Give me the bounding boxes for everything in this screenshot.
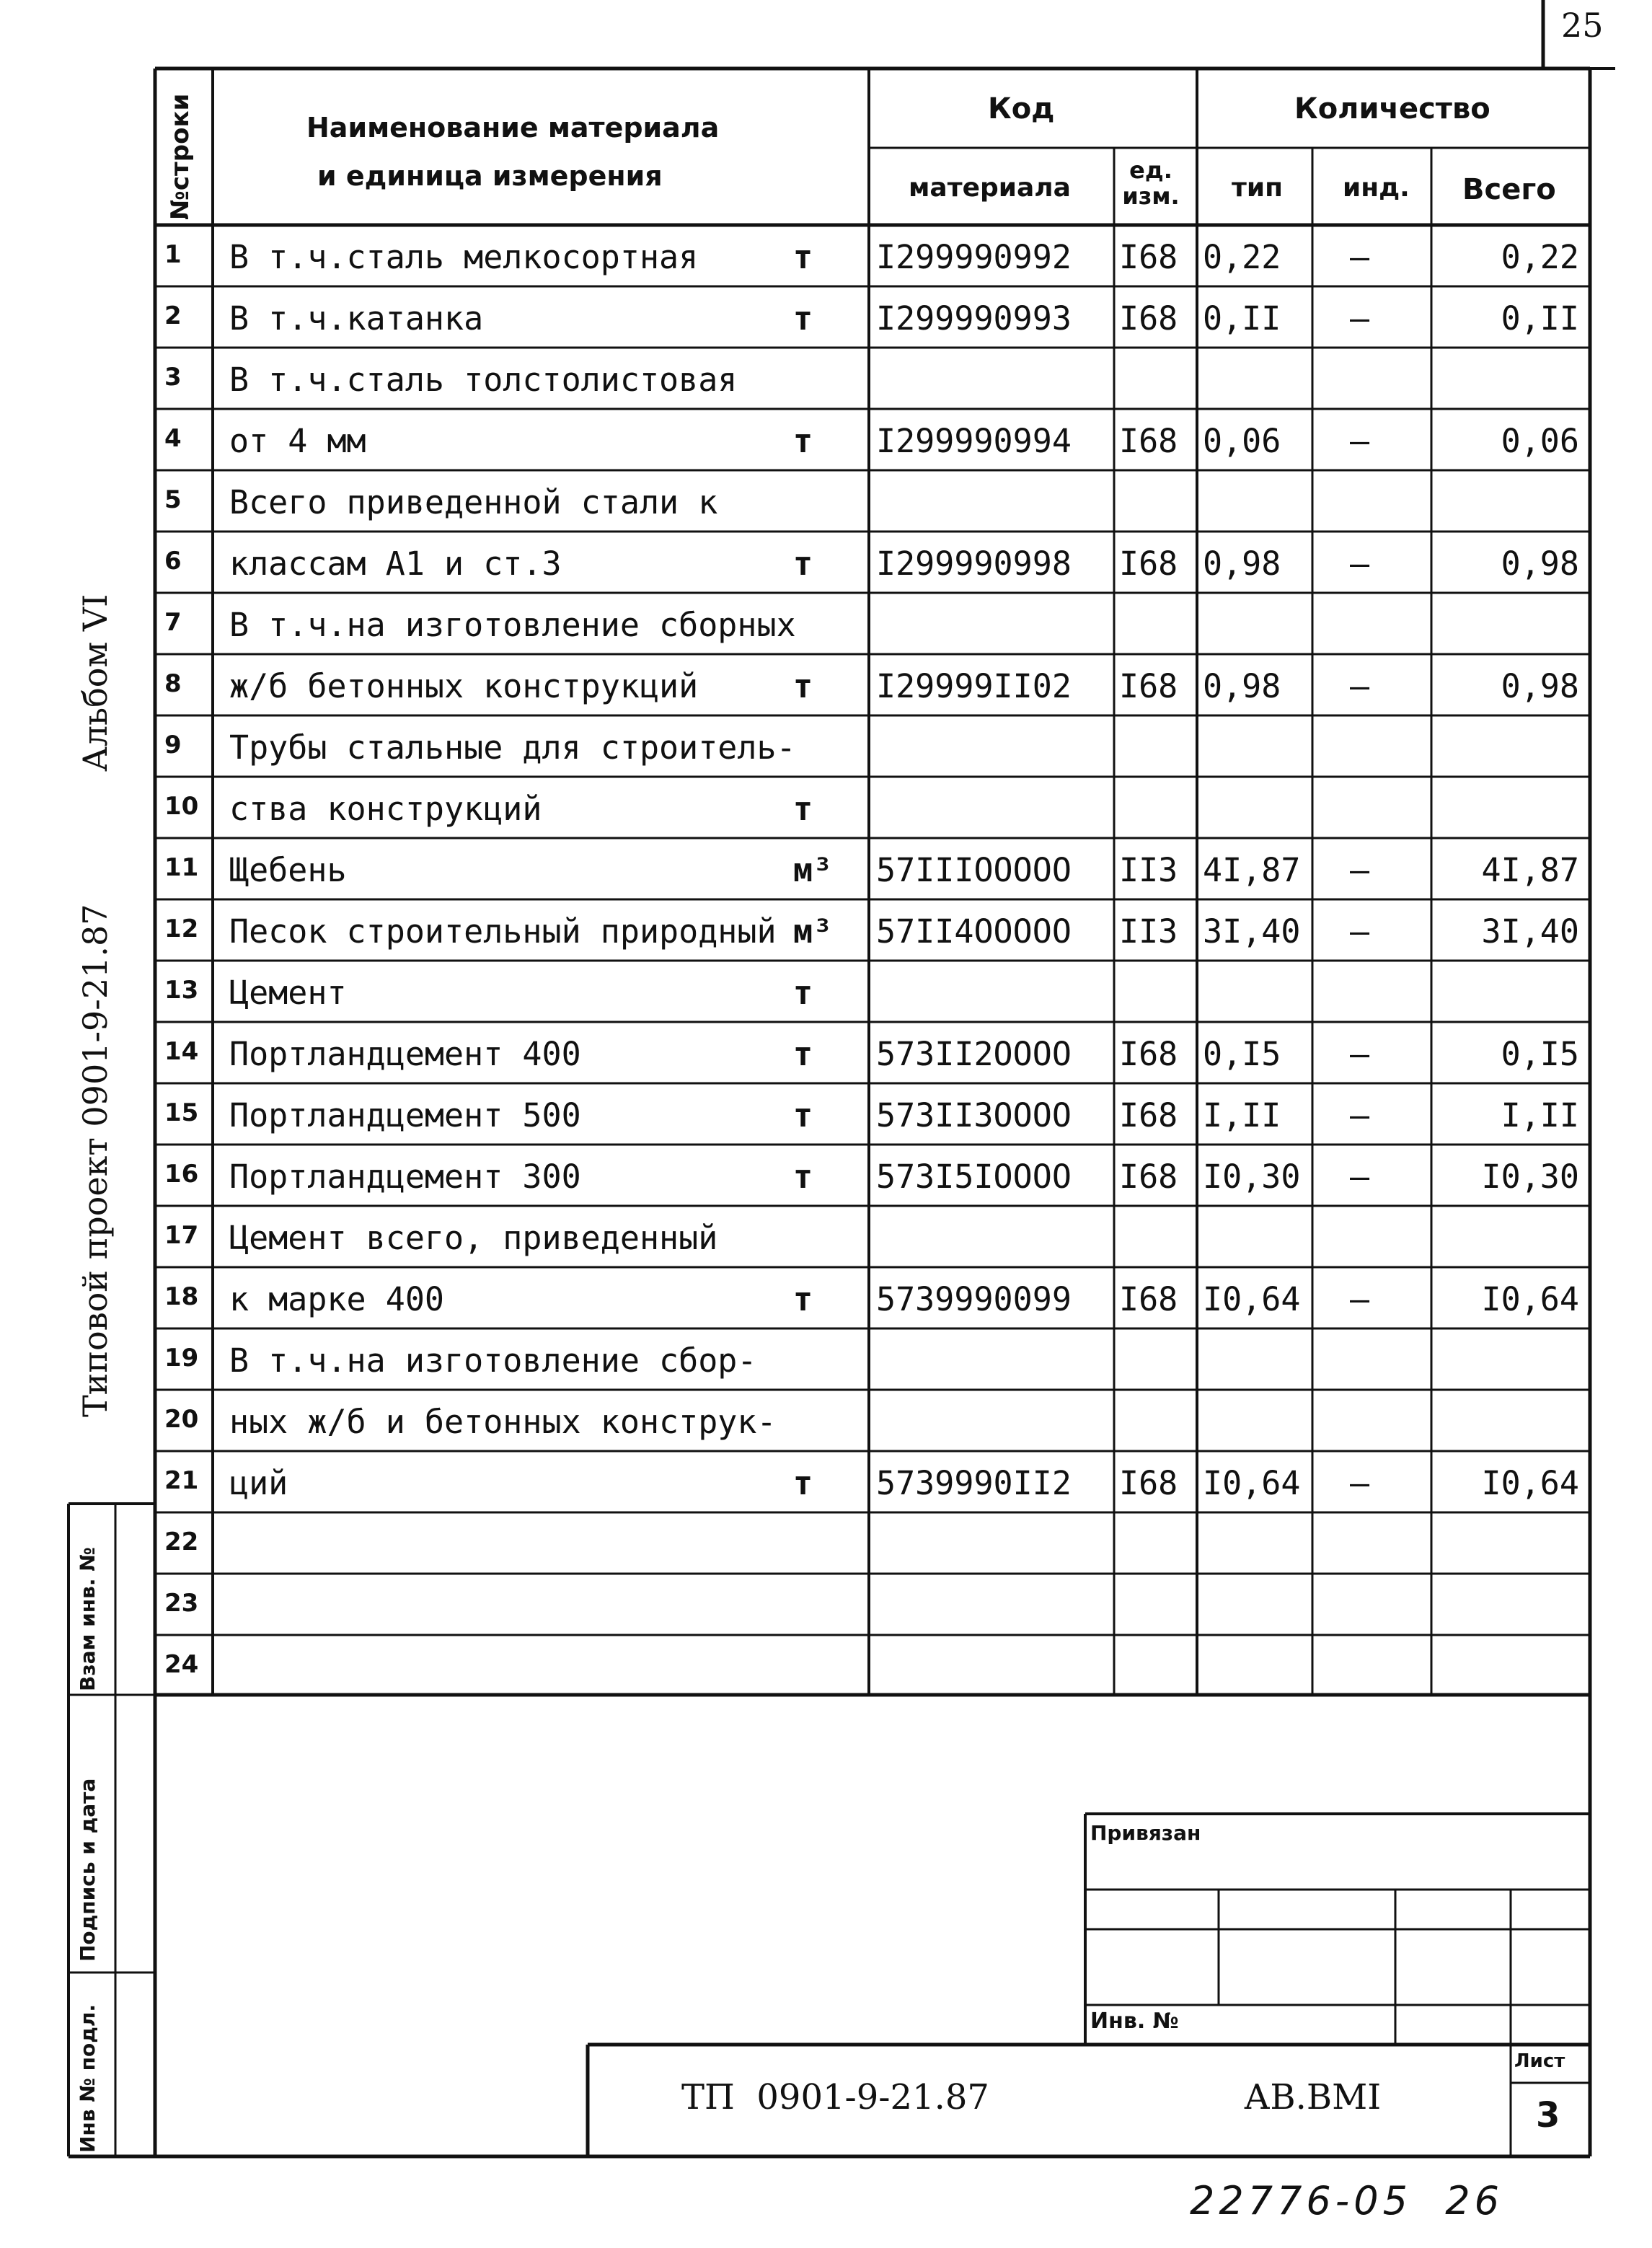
- row-qty-ind: –: [1350, 545, 1370, 583]
- row-qty-type: I0,30: [1203, 1158, 1301, 1196]
- row-qty-type: I0,64: [1203, 1464, 1301, 1502]
- row-name: Щебень: [229, 851, 347, 889]
- row-unit: т: [793, 1464, 813, 1502]
- row-qty-ind: –: [1350, 299, 1370, 338]
- row-name: В т.ч.на изготовление сбор-: [229, 1341, 757, 1380]
- header-name-line2: и единица измерения: [317, 160, 663, 192]
- row-name: Цемент всего, приведенный: [229, 1219, 718, 1257]
- row-code: I299990998: [876, 545, 1072, 583]
- row-qty-ind: –: [1350, 1096, 1370, 1134]
- row-name: В т.ч.сталь мелкосортная: [229, 238, 699, 276]
- header-q-type: тип: [1232, 173, 1283, 203]
- row-name: В т.ч.на изготовление сборных: [229, 606, 796, 644]
- row-code: 5739990099: [876, 1280, 1072, 1318]
- row-unit: т: [793, 1096, 813, 1134]
- row-qty-type: 4I,87: [1203, 851, 1301, 889]
- header-code-material: материала: [909, 173, 1071, 203]
- row-qty-total: I0,30: [1481, 1158, 1579, 1196]
- row-qty-total: 0,98: [1501, 545, 1579, 583]
- row-qty-type: 3I,40: [1203, 912, 1301, 951]
- row-number: 23: [164, 1589, 199, 1618]
- row-qty-total: 0,22: [1501, 238, 1579, 276]
- row-unit: т: [793, 974, 813, 1012]
- sheet-label: Лист: [1514, 2050, 1565, 2072]
- project-label: Типовой проект 0901-9-21.87: [76, 904, 115, 1417]
- row-name: В т.ч.катанка: [229, 299, 484, 338]
- row-name: классам А1 и ст.3: [229, 545, 562, 583]
- row-number: 5: [164, 485, 182, 514]
- row-qty-total: I0,64: [1481, 1280, 1579, 1318]
- row-qty-ind: –: [1350, 912, 1370, 951]
- row-qty-ind: –: [1350, 667, 1370, 705]
- row-name: В т.ч.сталь толстолистовая: [229, 361, 738, 399]
- row-qty-type: 0,II: [1203, 299, 1281, 338]
- row-qty-total: 0,I5: [1501, 1035, 1579, 1073]
- row-number: 2: [164, 301, 182, 330]
- row-number: 6: [164, 547, 182, 576]
- row-unit-code: I68: [1119, 1464, 1178, 1502]
- stamp-privyazan: Привязан: [1090, 1821, 1201, 1845]
- row-number: 15: [164, 1098, 199, 1127]
- row-number: 17: [164, 1221, 199, 1250]
- row-qty-ind: –: [1350, 1158, 1370, 1196]
- header-quantity: Количество: [1294, 92, 1490, 125]
- row-unit-code: I68: [1119, 667, 1178, 705]
- row-qty-ind: –: [1350, 1464, 1370, 1502]
- row-name: ства конструкций: [229, 790, 542, 828]
- page-number: 25: [1561, 6, 1604, 45]
- row-number: 4: [164, 424, 182, 453]
- row-name: Портландцемент 500: [229, 1096, 581, 1134]
- row-qty-ind: –: [1350, 1035, 1370, 1073]
- row-number: 21: [164, 1466, 199, 1495]
- header-code-unit: ед. изм.: [1122, 157, 1180, 210]
- document-code: ТП 0901-9-21.87: [681, 2077, 989, 2117]
- row-code: I299990992: [876, 238, 1072, 276]
- row-number: 13: [164, 976, 199, 1005]
- row-code: 573II2OOOO: [876, 1035, 1072, 1073]
- row-unit-code: I68: [1119, 1035, 1178, 1073]
- row-name: от 4 мм: [229, 422, 366, 460]
- row-unit: т: [793, 790, 813, 828]
- row-code: 573I5IOOOO: [876, 1158, 1072, 1196]
- row-unit: м³: [793, 912, 833, 951]
- row-number: 19: [164, 1344, 199, 1372]
- row-number: 24: [164, 1650, 199, 1679]
- row-qty-type: 0,98: [1203, 667, 1281, 705]
- row-code: 5739990II2: [876, 1464, 1072, 1502]
- row-name: ций: [229, 1464, 288, 1502]
- row-unit: м³: [793, 851, 833, 889]
- row-unit-code: I68: [1119, 1096, 1178, 1134]
- row-qty-total: 0,06: [1501, 422, 1579, 460]
- row-unit: т: [793, 299, 813, 338]
- row-qty-total: 4I,87: [1481, 851, 1579, 889]
- row-number: 1: [164, 240, 182, 269]
- header-q-ind: инд.: [1343, 173, 1410, 203]
- row-name: ных ж/б и бетонных конструк-: [229, 1403, 777, 1441]
- row-name: Цемент: [229, 974, 347, 1012]
- row-unit-code: I68: [1119, 238, 1178, 276]
- podpis-data-label: Подпись и дата: [76, 1778, 100, 1962]
- sheet-number: 3: [1536, 2095, 1560, 2135]
- row-number: 9: [164, 731, 182, 759]
- row-qty-type: 0,06: [1203, 422, 1281, 460]
- document-mark: АВ.ВМI: [1244, 2077, 1382, 2117]
- row-qty-total: I,II: [1501, 1096, 1579, 1134]
- row-qty-type: 0,98: [1203, 545, 1281, 583]
- footer-inventory-number: 22776-05 26: [1190, 2178, 1504, 2223]
- row-name: Песок строительный природный: [229, 912, 777, 951]
- row-unit-code: II3: [1119, 912, 1178, 951]
- row-qty-total: 3I,40: [1481, 912, 1579, 951]
- header-code: Код: [988, 92, 1055, 125]
- row-number: 8: [164, 669, 182, 698]
- row-unit-code: II3: [1119, 851, 1178, 889]
- row-name: ж/б бетонных конструкций: [229, 667, 699, 705]
- row-name: Портландцемент 300: [229, 1158, 581, 1196]
- header-row-no: №строки: [166, 93, 195, 220]
- header-name-line1: Наименование материала: [306, 112, 720, 144]
- row-unit-code: I68: [1119, 422, 1178, 460]
- row-name: Портландцемент 400: [229, 1035, 581, 1073]
- row-qty-ind: –: [1350, 851, 1370, 889]
- row-name: к марке 400: [229, 1280, 445, 1318]
- row-code: I299990993: [876, 299, 1072, 338]
- row-number: 10: [164, 792, 199, 821]
- row-qty-ind: –: [1350, 422, 1370, 460]
- row-code: 57II4OOOOO: [876, 912, 1072, 951]
- stamp-inv-no: Инв. №: [1090, 2009, 1179, 2034]
- row-unit: т: [793, 545, 813, 583]
- row-code: 573II3OOOO: [876, 1096, 1072, 1134]
- album-label: Альбом VI: [76, 594, 115, 772]
- vzam-inv-label: Взам инв. №: [76, 1547, 100, 1691]
- row-name: Трубы стальные для строитель-: [229, 728, 796, 767]
- row-unit: т: [793, 667, 813, 705]
- row-number: 7: [164, 608, 182, 637]
- row-number: 18: [164, 1282, 199, 1311]
- row-qty-ind: –: [1350, 1280, 1370, 1318]
- row-unit-code: I68: [1119, 1280, 1178, 1318]
- row-number: 22: [164, 1528, 199, 1556]
- row-number: 3: [164, 363, 182, 392]
- row-number: 14: [164, 1037, 199, 1066]
- row-number: 16: [164, 1160, 199, 1189]
- row-code: 57IIIOOOOO: [876, 851, 1072, 889]
- row-number: 11: [164, 853, 199, 882]
- row-qty-total: 0,II: [1501, 299, 1579, 338]
- row-number: 12: [164, 914, 199, 943]
- row-qty-type: I,II: [1203, 1096, 1281, 1134]
- row-unit: т: [793, 1035, 813, 1073]
- row-unit: т: [793, 1280, 813, 1318]
- row-qty-type: 0,22: [1203, 238, 1281, 276]
- row-qty-total: 0,98: [1501, 667, 1579, 705]
- row-unit: т: [793, 1158, 813, 1196]
- row-unit: т: [793, 238, 813, 276]
- row-name: Всего приведенной стали к: [229, 483, 718, 521]
- row-qty-type: I0,64: [1203, 1280, 1301, 1318]
- row-unit-code: I68: [1119, 1158, 1178, 1196]
- row-qty-ind: –: [1350, 238, 1370, 276]
- row-code: I299990994: [876, 422, 1072, 460]
- inv-podl-label: Инв № подл.: [76, 2004, 100, 2153]
- header-q-total: Всего: [1462, 173, 1556, 206]
- row-unit: т: [793, 422, 813, 460]
- row-qty-total: I0,64: [1481, 1464, 1579, 1502]
- row-unit-code: I68: [1119, 299, 1178, 338]
- row-qty-type: 0,I5: [1203, 1035, 1281, 1073]
- row-number: 20: [164, 1405, 199, 1434]
- row-unit-code: I68: [1119, 545, 1178, 583]
- row-code: I29999II02: [876, 667, 1072, 705]
